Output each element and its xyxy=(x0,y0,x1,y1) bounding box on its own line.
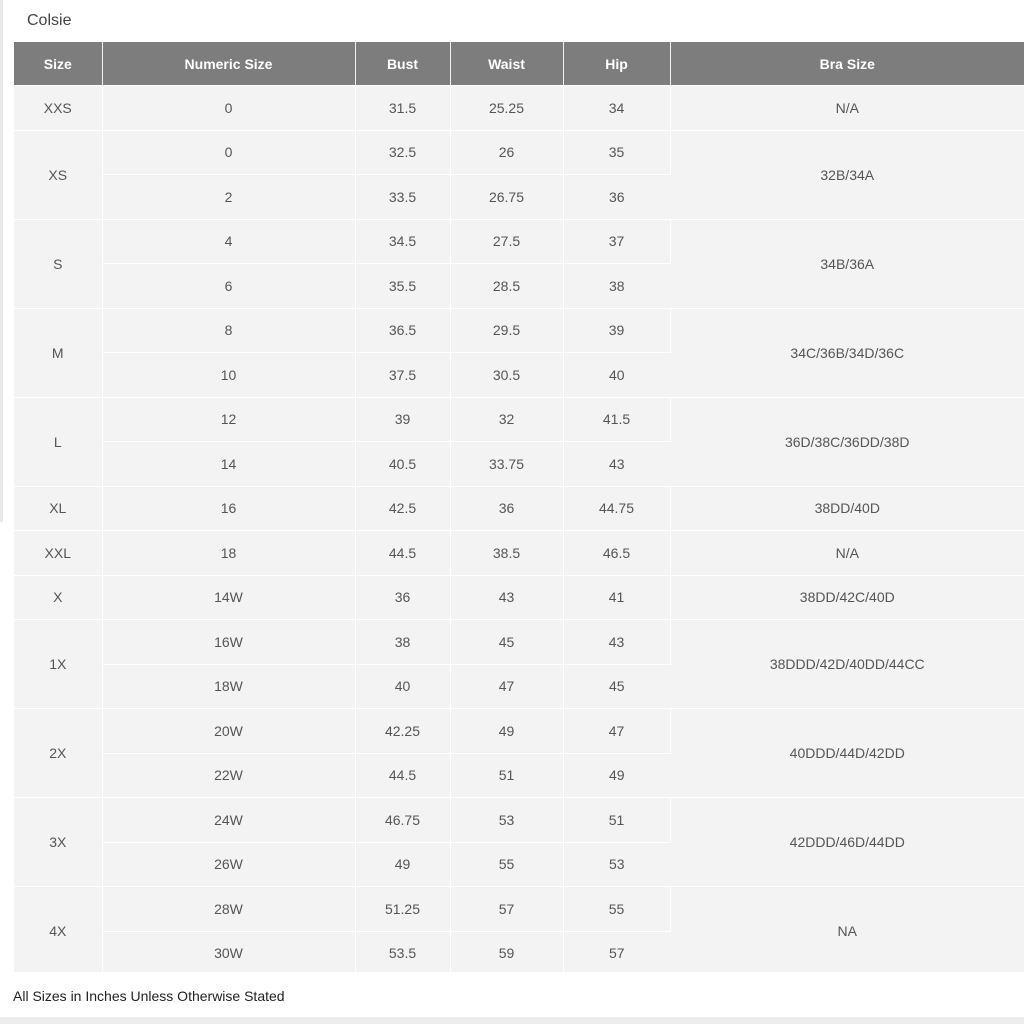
hip-cell: 46.5 xyxy=(563,531,670,576)
table-body xyxy=(14,86,1024,976)
waist-cell: 38.5 xyxy=(450,531,563,576)
table-row xyxy=(14,486,1024,531)
numeric-size-cell: 14W xyxy=(102,575,355,620)
size-cell: 4X xyxy=(14,887,102,976)
size-cell: X xyxy=(14,575,102,620)
hip-cell: 47 xyxy=(563,709,670,754)
bra-size-cell: NA xyxy=(670,887,1024,976)
waist-cell: 29.5 xyxy=(450,308,563,353)
waist-cell: 27.5 xyxy=(450,219,563,264)
size-cell: 3X xyxy=(14,798,102,887)
waist-cell: 55 xyxy=(450,842,563,887)
bust-cell: 51.25 xyxy=(355,887,450,932)
bust-cell: 44.5 xyxy=(355,753,450,798)
numeric-size-cell: 6 xyxy=(102,264,355,309)
hip-cell: 45 xyxy=(563,664,670,709)
size-cell: XXS xyxy=(14,86,102,131)
waist-cell: 49 xyxy=(450,709,563,754)
table-row xyxy=(14,575,1024,620)
bust-cell: 34.5 xyxy=(355,219,450,264)
hip-cell: 39 xyxy=(563,308,670,353)
waist-cell: 47 xyxy=(450,664,563,709)
bra-size-cell: N/A xyxy=(670,531,1024,576)
size-cell: S xyxy=(14,219,102,308)
bust-cell: 44.5 xyxy=(355,531,450,576)
size-cell: XL xyxy=(14,486,102,531)
numeric-size-cell: 28W xyxy=(102,887,355,932)
waist-cell: 59 xyxy=(450,931,563,975)
numeric-size-cell: 18W xyxy=(102,664,355,709)
hip-cell: 57 xyxy=(563,931,670,975)
table-row xyxy=(14,798,1024,843)
numeric-size-cell: 0 xyxy=(102,86,355,131)
table-row xyxy=(14,308,1024,353)
bust-cell: 37.5 xyxy=(355,353,450,398)
numeric-size-cell: 26W xyxy=(102,842,355,887)
numeric-size-cell: 16W xyxy=(102,620,355,665)
bra-size-cell: 34C/36B/34D/36C xyxy=(670,308,1024,397)
hip-cell: 41.5 xyxy=(563,397,670,442)
waist-cell: 57 xyxy=(450,887,563,932)
bust-cell: 40 xyxy=(355,664,450,709)
table-row xyxy=(14,531,1024,576)
bust-cell: 40.5 xyxy=(355,442,450,487)
hip-cell: 36 xyxy=(563,175,670,220)
size-cell: M xyxy=(14,308,102,397)
bra-size-cell: 42DDD/46D/44DD xyxy=(670,798,1024,887)
hip-cell: 35 xyxy=(563,130,670,175)
bust-cell: 42.5 xyxy=(355,486,450,531)
bust-cell: 42.25 xyxy=(355,709,450,754)
header-bra-size: Bra Size xyxy=(670,42,1024,86)
numeric-size-cell: 18 xyxy=(102,531,355,576)
hip-cell: 41 xyxy=(563,575,670,620)
hip-cell: 40 xyxy=(563,353,670,398)
bust-cell: 32.5 xyxy=(355,130,450,175)
hip-cell: 44.75 xyxy=(563,486,670,531)
size-cell: XXL xyxy=(14,531,102,576)
table-row xyxy=(14,887,1024,932)
numeric-size-cell: 2 xyxy=(102,175,355,220)
numeric-size-cell: 30W xyxy=(102,931,355,975)
left-divider xyxy=(0,0,3,522)
bust-cell: 38 xyxy=(355,620,450,665)
table-row xyxy=(14,130,1024,175)
waist-cell: 25.25 xyxy=(450,86,563,131)
numeric-size-cell: 24W xyxy=(102,798,355,843)
header-waist: Waist xyxy=(450,42,563,86)
bust-cell: 31.5 xyxy=(355,86,450,131)
size-chart-table xyxy=(14,42,1024,975)
hip-cell: 37 xyxy=(563,219,670,264)
numeric-size-cell: 16 xyxy=(102,486,355,531)
numeric-size-cell: 22W xyxy=(102,753,355,798)
hip-cell: 55 xyxy=(563,887,670,932)
numeric-size-cell: 0 xyxy=(102,130,355,175)
bust-cell: 35.5 xyxy=(355,264,450,309)
table-row xyxy=(14,620,1024,665)
hip-cell: 38 xyxy=(563,264,670,309)
size-cell: 1X xyxy=(14,620,102,709)
numeric-size-cell: 4 xyxy=(102,219,355,264)
hip-cell: 51 xyxy=(563,798,670,843)
header-numeric-size: Numeric Size xyxy=(102,42,355,86)
bust-cell: 49 xyxy=(355,842,450,887)
bra-size-cell: 32B/34A xyxy=(670,130,1024,219)
waist-cell: 30.5 xyxy=(450,353,563,398)
hip-cell: 49 xyxy=(563,753,670,798)
bra-size-cell: 38DD/42C/40D xyxy=(670,575,1024,620)
waist-cell: 32 xyxy=(450,397,563,442)
bottom-band xyxy=(0,1017,1024,1024)
bra-size-cell: 36D/38C/36DD/38D xyxy=(670,397,1024,486)
header-hip: Hip xyxy=(563,42,670,86)
hip-cell: 53 xyxy=(563,842,670,887)
hip-cell: 34 xyxy=(563,86,670,131)
waist-cell: 26 xyxy=(450,130,563,175)
table-row xyxy=(14,709,1024,754)
bra-size-cell: N/A xyxy=(670,86,1024,131)
hip-cell: 43 xyxy=(563,442,670,487)
size-cell: L xyxy=(14,397,102,486)
waist-cell: 43 xyxy=(450,575,563,620)
bust-cell: 46.75 xyxy=(355,798,450,843)
bust-cell: 53.5 xyxy=(355,931,450,975)
numeric-size-cell: 14 xyxy=(102,442,355,487)
footer-note: All Sizes in Inches Unless Otherwise Stated xyxy=(13,988,285,1004)
bust-cell: 36.5 xyxy=(355,308,450,353)
bra-size-cell: 38DD/40D xyxy=(670,486,1024,531)
numeric-size-cell: 12 xyxy=(102,397,355,442)
size-cell: XS xyxy=(14,130,102,219)
table-row xyxy=(14,219,1024,264)
header-bust: Bust xyxy=(355,42,450,86)
table-row xyxy=(14,397,1024,442)
bust-cell: 36 xyxy=(355,575,450,620)
numeric-size-cell: 8 xyxy=(102,308,355,353)
bra-size-cell: 38DDD/42D/40DD/44CC xyxy=(670,620,1024,709)
waist-cell: 26.75 xyxy=(450,175,563,220)
table-row xyxy=(14,86,1024,131)
numeric-size-cell: 10 xyxy=(102,353,355,398)
waist-cell: 28.5 xyxy=(450,264,563,309)
waist-cell: 51 xyxy=(450,753,563,798)
size-cell: 2X xyxy=(14,709,102,798)
waist-cell: 33.75 xyxy=(450,442,563,487)
bust-cell: 39 xyxy=(355,397,450,442)
hip-cell: 43 xyxy=(563,620,670,665)
header-row xyxy=(14,42,1024,86)
waist-cell: 53 xyxy=(450,798,563,843)
waist-cell: 45 xyxy=(450,620,563,665)
waist-cell: 36 xyxy=(450,486,563,531)
numeric-size-cell: 20W xyxy=(102,709,355,754)
bra-size-cell: 34B/36A xyxy=(670,219,1024,308)
header-size: Size xyxy=(14,42,102,86)
bust-cell: 33.5 xyxy=(355,175,450,220)
brand-title: Colsie xyxy=(27,12,72,29)
bra-size-cell: 40DDD/44D/42DD xyxy=(670,709,1024,798)
